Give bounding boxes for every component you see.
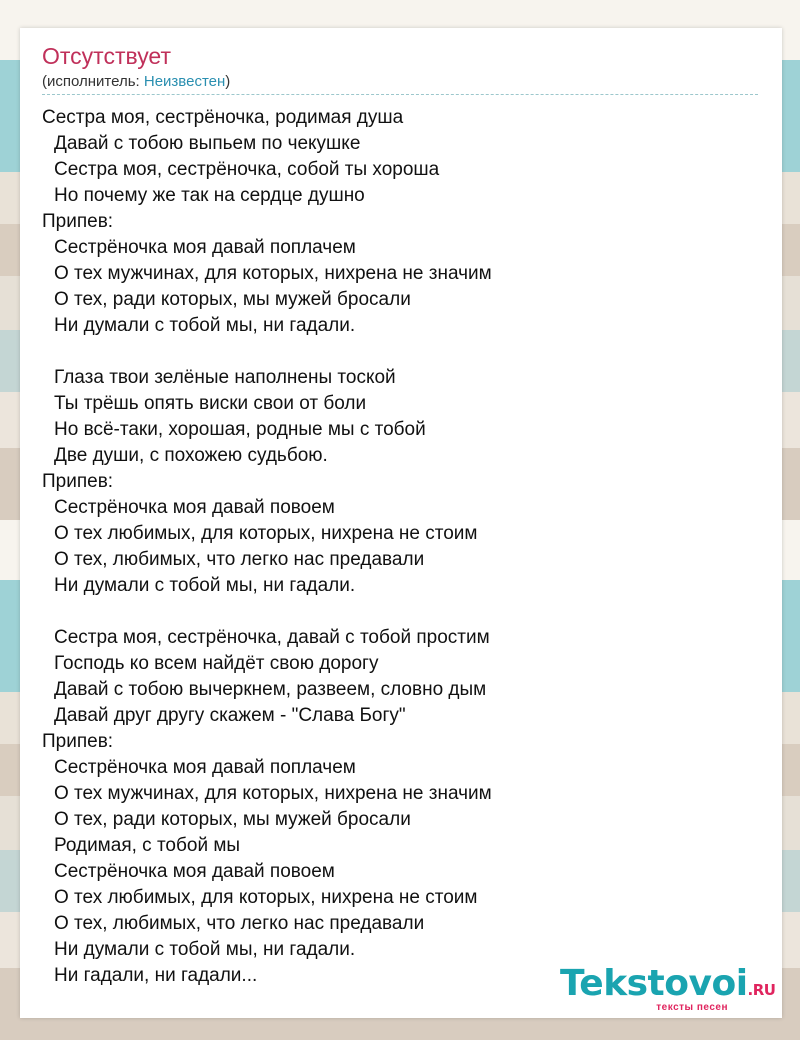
lyric-line: Родимая, с тобой мы: [54, 835, 241, 856]
song-title: Отсутствует: [42, 43, 171, 69]
lyric-line: Но всё-таки, хорошая, родные мы с тобой: [54, 419, 426, 440]
lyric-line: О тех, любимых, что легко нас предавали: [54, 549, 425, 570]
lyrics-body: [42, 105, 762, 989]
lyric-line: Ни думали с тобой мы, ни гадали.: [54, 939, 356, 960]
lyric-line: Но почему же так на сердце душно: [54, 185, 365, 206]
artist-prefix: (исполнитель:: [42, 73, 144, 90]
lyric-line: Две души, с похожею судьбою.: [54, 445, 328, 466]
artist-suffix: ): [225, 73, 231, 90]
lyric-line: О тех любимых, для которых, нихрена не стоим: [54, 523, 478, 544]
lyric-line: Припев:: [42, 211, 114, 232]
lyric-line: Припев:: [42, 731, 114, 752]
lyric-line: Глаза твои зелёные наполнены тоской: [54, 367, 396, 388]
artist-link[interactable]: Неизвестен: [143, 73, 226, 90]
lyric-line: Сестра моя, сестрёночка, собой ты хороша: [54, 159, 440, 180]
lyric-line: О тех, ради которых, мы мужей бросали: [54, 289, 411, 310]
lyric-line: О тех мужчинах, для которых, нихрена не значим: [54, 783, 492, 804]
lyric-line: Господь ко всем найдёт свою дорогу: [54, 653, 379, 674]
lyric-line: Припев:: [42, 471, 114, 492]
artist-line: [42, 72, 230, 92]
lyrics-card: [20, 28, 782, 1018]
lyric-line: Давай с тобою выпьем по чекушке: [54, 133, 361, 154]
lyric-line: Сестра моя, сестрёночка, родимая душа: [42, 107, 404, 128]
logo-name: Tekstovoi: [560, 963, 748, 1004]
logo-tagline: тексты песен: [656, 1002, 728, 1013]
lyric-line: Ни думали с тобой мы, ни гадали.: [54, 575, 356, 596]
lyric-line: Давай друг другу скажем - "Слава Богу": [54, 705, 406, 726]
lyric-line: Давай с тобою вычеркнем, развеем, словно дым: [54, 679, 487, 700]
lyric-line: Сестра моя, сестрёночка, давай с тобой простим: [54, 627, 490, 648]
lyric-blank-line: [42, 339, 762, 365]
lyric-line: О тех мужчинах, для которых, нихрена не значим: [54, 263, 492, 284]
lyric-line: Сестрёночка моя давай поплачем: [54, 757, 356, 778]
lyric-line: Ни думали с тобой мы, ни гадали.: [54, 315, 356, 336]
title-divider: [42, 94, 758, 95]
lyric-blank-line: [42, 599, 762, 625]
lyric-line: О тех, любимых, что легко нас предавали: [54, 913, 425, 934]
lyric-line: О тех, ради которых, мы мужей бросали: [54, 809, 411, 830]
lyric-line: Сестрёночка моя давай повоем: [54, 861, 335, 882]
lyric-line: Сестрёночка моя давай поплачем: [54, 237, 356, 258]
lyric-line: Сестрёночка моя давай повоем: [54, 497, 335, 518]
lyric-line: Ни гадали, ни гадали...: [54, 965, 258, 986]
lyric-line: Ты трёшь опять виски свои от боли: [54, 393, 367, 414]
logo-tld: .RU: [747, 981, 776, 999]
lyric-line: О тех любимых, для которых, нихрена не стоим: [54, 887, 478, 908]
site-logo[interactable]: [560, 963, 776, 1016]
